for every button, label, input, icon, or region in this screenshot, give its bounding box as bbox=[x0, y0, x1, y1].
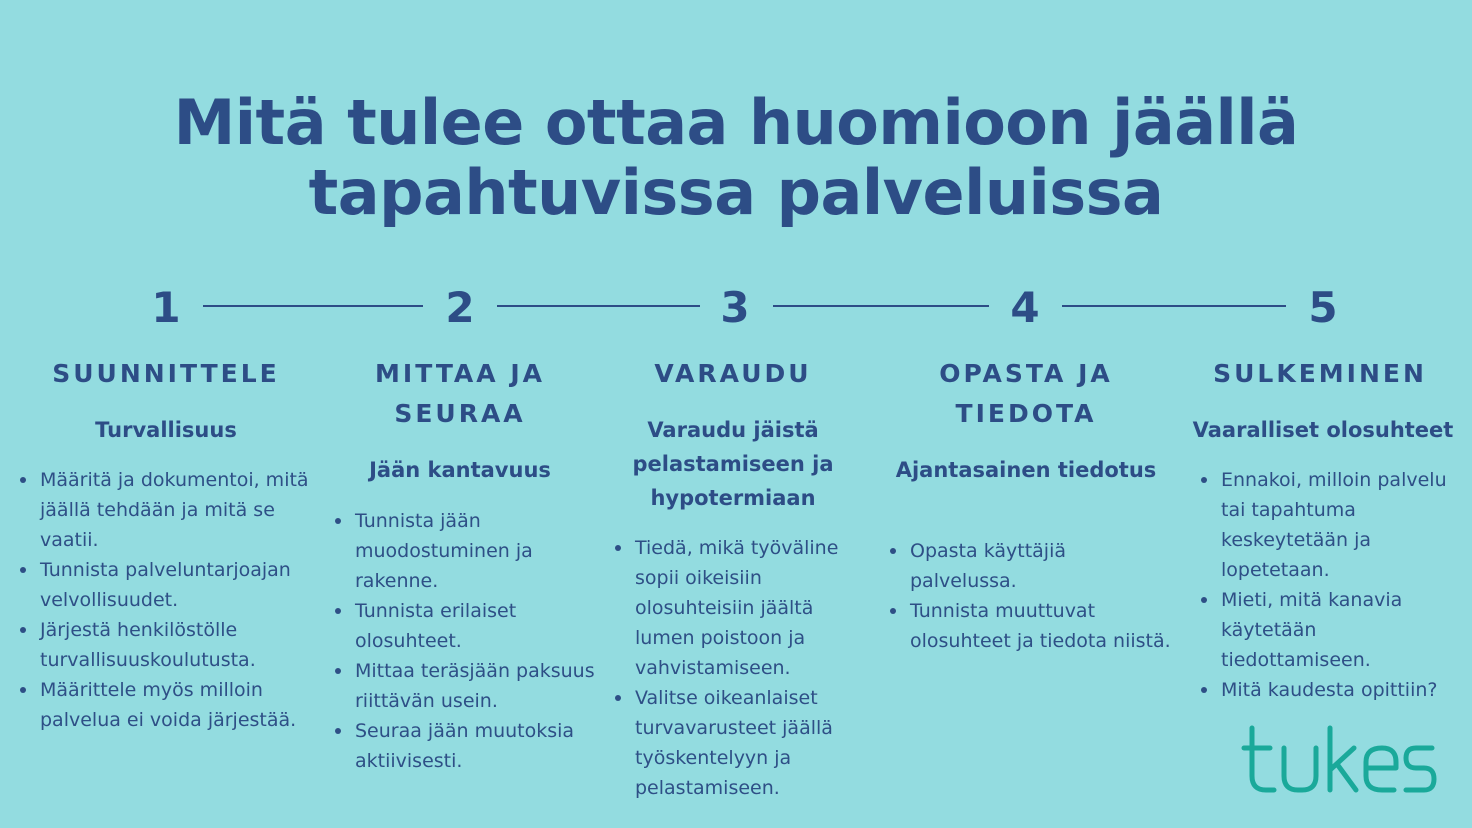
step-1-subheading-line: Turvallisuus bbox=[95, 418, 237, 442]
step-3-subheading-line: hypotermiaan bbox=[650, 486, 816, 510]
step-2-subheading-line: Jään kantavuus bbox=[369, 458, 551, 482]
connector-1-2 bbox=[203, 305, 423, 307]
step-1-number: 1 bbox=[151, 283, 181, 332]
step-2-heading-line: SEURAA bbox=[394, 399, 526, 428]
list-item: Määrittele myös milloin palvelua ei voida järjestää. bbox=[20, 675, 320, 735]
list-item: Järjestä henkilöstölle turvallisuuskoulutusta. bbox=[20, 615, 320, 675]
step-4-heading-line: TIEDOTA bbox=[955, 399, 1097, 428]
step-1-bullet-list bbox=[20, 465, 320, 735]
step-3-number: 3 bbox=[720, 283, 750, 332]
step-3-subheading-line: pelastamiseen ja bbox=[632, 452, 834, 476]
list-item: Tunnista palveluntarjoajan velvollisuudet. bbox=[20, 555, 320, 615]
step-4-heading-line: OPASTA JA bbox=[939, 359, 1113, 388]
step-2-bullet-list bbox=[335, 506, 615, 776]
step-3-heading bbox=[603, 354, 863, 394]
step-4-subheading-line: Ajantasainen tiedotus bbox=[895, 458, 1157, 482]
step-2-heading bbox=[330, 354, 590, 434]
connector-2-3 bbox=[497, 305, 700, 307]
step-4-number: 4 bbox=[1010, 283, 1040, 332]
list-item: Tunnista erilaiset olosuhteet. bbox=[335, 596, 615, 656]
step-2-number: 2 bbox=[445, 283, 475, 332]
step-1-heading-line: SUUNNITTELE bbox=[52, 359, 280, 388]
list-item: Mittaa teräsjään paksuus riittävän usein. bbox=[335, 656, 615, 716]
list-item: Opasta käyttäjiä palvelussa. bbox=[890, 536, 1190, 596]
connector-3-4 bbox=[773, 305, 989, 307]
list-item: Valitse oikeanlaiset turvavarusteet jäällä työskentelyyn ja pelastamiseen. bbox=[615, 683, 865, 803]
title-line-2: tapahtuvissa palveluissa bbox=[308, 156, 1164, 229]
list-item: Tiedä, mikä työväline sopii oikeisiin olosuhteisiin jäältä lumen poistoon ja vahvistamiseen. bbox=[615, 533, 865, 683]
list-item: Tunnista jään muodostuminen ja rakenne. bbox=[335, 506, 615, 596]
step-5-subheading bbox=[1188, 413, 1458, 447]
step-1-subheading bbox=[31, 413, 301, 447]
list-item: Ennakoi, milloin palvelu tai tapahtuma keskeytetään ja lopetetaan. bbox=[1201, 465, 1461, 585]
tukes-logo bbox=[1240, 722, 1440, 798]
step-3-bullet-list bbox=[615, 533, 865, 803]
step-3-heading-line: VARAUDU bbox=[654, 359, 812, 388]
step-4-bullet-list bbox=[890, 536, 1190, 656]
step-4-subheading bbox=[891, 453, 1161, 487]
list-item: Määritä ja dokumentoi, mitä jäällä tehdään ja mitä se vaatii. bbox=[20, 465, 320, 555]
connector-4-5 bbox=[1062, 305, 1286, 307]
step-1-heading bbox=[36, 354, 296, 394]
step-5-subheading-line: Vaaralliset olosuhteet bbox=[1192, 418, 1454, 442]
step-2-subheading bbox=[325, 453, 595, 487]
step-5-heading-line: SULKEMINEN bbox=[1213, 359, 1427, 388]
list-item: Mieti, mitä kanavia käytetään tiedottamiseen. bbox=[1201, 585, 1461, 675]
list-item: Seuraa jään muutoksia aktiivisesti. bbox=[335, 716, 615, 776]
list-item: Tunnista muuttuvat olosuhteet ja tiedota niistä. bbox=[890, 596, 1190, 656]
page-title bbox=[0, 88, 1472, 228]
list-item: Mitä kaudesta opittiin? bbox=[1201, 675, 1461, 705]
step-5-number: 5 bbox=[1308, 283, 1338, 332]
step-5-bullet-list bbox=[1201, 465, 1461, 705]
step-3-subheading bbox=[598, 413, 868, 515]
step-3-subheading-line: Varaudu jäistä bbox=[647, 418, 819, 442]
step-2-heading-line: MITTAA JA bbox=[375, 359, 545, 388]
title-line-1: Mitä tulee ottaa huomioon jäällä bbox=[173, 86, 1299, 159]
step-5-heading bbox=[1190, 354, 1450, 394]
step-4-heading bbox=[896, 354, 1156, 434]
